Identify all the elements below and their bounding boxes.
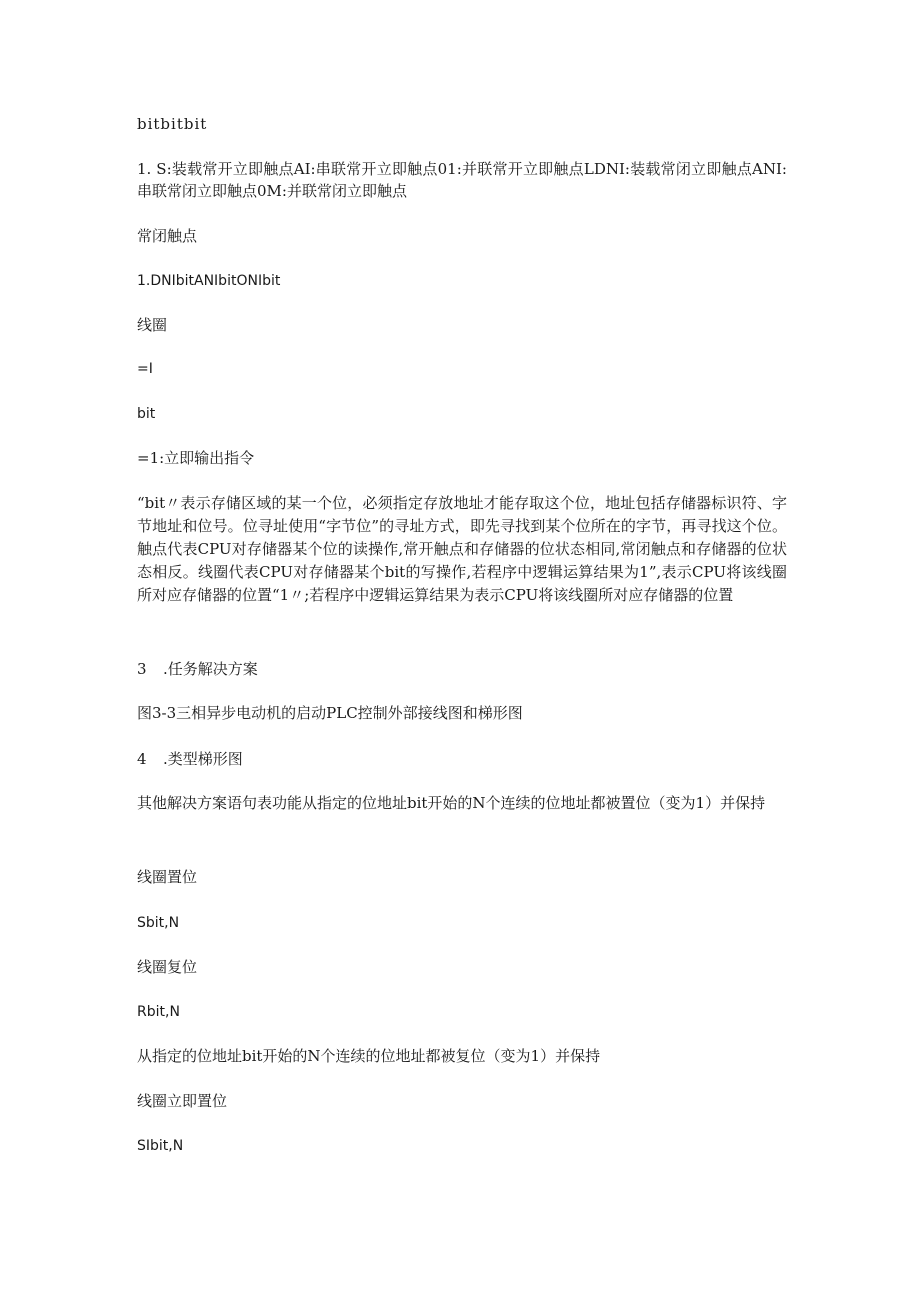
- section-4-title: .类型梯形图: [163, 750, 243, 768]
- section-4-heading: [137, 748, 785, 770]
- coil-reset-heading: 线圈复位: [137, 958, 198, 976]
- immediate-output-instruction: =1:立即输出指令: [137, 449, 255, 467]
- section-3-number: 3: [137, 660, 147, 678]
- figure-3-3-caption: 图3-3三相异步电动机的启动PLC控制外部接线图和梯形图: [137, 704, 523, 722]
- coil-set-heading: 线圈置位: [137, 868, 198, 886]
- coil-heading: 线圈: [137, 316, 168, 334]
- bit-label: bit: [137, 406, 156, 422]
- reset-function-description: 从指定的位地址bit开始的N个连续的位地址都被复位（变为1）并保持: [137, 1047, 601, 1065]
- section-3-heading: [137, 658, 785, 680]
- set-instruction-syntax: Sbit,N: [137, 915, 180, 931]
- bit-header-line: bitbitbit: [137, 115, 208, 133]
- coil-immediate-set-heading: 线圈立即置位: [137, 1092, 228, 1110]
- set-function-description: 其他解决方案语句表功能从指定的位地址bit开始的N个连续的位地址都被置位（变为1）并保持: [137, 794, 766, 812]
- section-4-number: 4: [137, 750, 147, 768]
- immediate-output-symbol: =I: [137, 361, 153, 377]
- bit-explanation-paragraph: “bit〃表示存储区域的某一个位，必须指定存放地址才能存取这个位，地址包括存储器标识符、字节地址和位号。位寻址使用“字节位”的寻址方式，即先寻找到某个位所在的字节，再寻找这个位。触点代表CPU对存储器某个位的读操作,常开触点和存储器的位状态相同,常闭触点和存储器的位状态相反。线圈代表CPU对存储器某个bit的写操作,若程序中逻辑运算结果为1”,表示CPU将该线圈所对应存储器的位置“1〃;若程序中逻辑运算结果为表示CPU将该线圈所对应存储器的位置: [137, 494, 787, 604]
- section-3-title: .任务解决方案: [163, 660, 258, 678]
- ldni-ani-oni-line: 1.DNIbitANIbitONIbit: [137, 273, 281, 289]
- reset-instruction-syntax: Rbit,N: [137, 1004, 180, 1020]
- immediate-contact-instructions: 1. S:装载常开立即触点AI:串联常开立即触点01:并联常开立即触点LDNI:装载常闭立即触点ANI:串联常闭立即触点0M:并联常闭立即触点: [137, 160, 787, 200]
- immediate-set-syntax: SIbit,N: [137, 1138, 184, 1154]
- nc-contact-heading: 常闭触点: [137, 227, 198, 245]
